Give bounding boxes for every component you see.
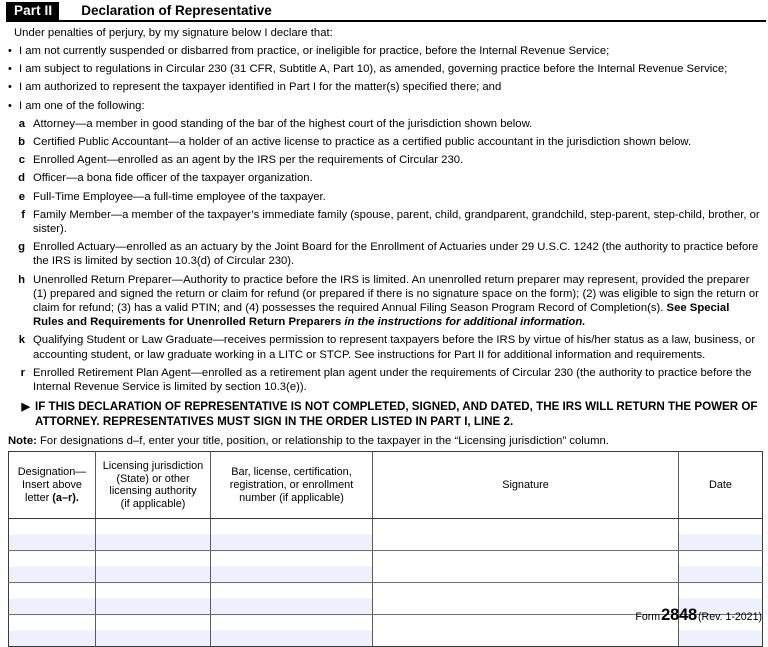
designation-text: Family Member—a member of the taxpayer’s immediate family (spouse, parent, child, grandparent, grandchild, step-parent, step-child, brother, or sister).: [33, 208, 760, 235]
declaration-section: [0, 22, 768, 451]
form-footer: [635, 608, 762, 624]
designation-letter: f: [21, 208, 25, 221]
cell-licensing-jurisdiction[interactable]: [96, 615, 211, 647]
arrow-right-icon: ▶: [21, 401, 30, 414]
designation-letter: k: [18, 334, 25, 347]
table-row: [9, 551, 763, 583]
page-title: Declaration of Representative: [81, 3, 272, 18]
designation-text: [33, 273, 762, 330]
bullet-icon: •: [8, 45, 12, 58]
part-badge: Part II: [6, 2, 59, 20]
cell-bar-license-number[interactable]: [211, 551, 373, 583]
note-label: Note:: [8, 435, 37, 448]
designation-letter: c: [18, 154, 25, 167]
cell-signature[interactable]: [373, 583, 679, 615]
designation-text: Qualifying Student or Law Graduate—receives permission to represent taxpayers before the IRS by virtue of his/her status as a law, business, or accounting student, or law graduate working in a LITC or STCP. See instructions for Part II for additional information and requirements.: [33, 334, 756, 361]
form-label: Form: [635, 611, 661, 623]
declaration-bullet-text: I am authorized to represent the taxpayer identified in Part I for the matter(s) specified there; and: [19, 81, 502, 94]
cell-signature[interactable]: [373, 519, 679, 551]
designation-item-h: [8, 271, 762, 332]
declaration-intro: Under penalties of perjury, by my signature below I declare that:: [14, 27, 333, 39]
designation-text: Certified Public Accountant—a holder of an active license to practice as a certified public accountant in the jurisdiction shown below.: [33, 135, 692, 148]
designation-text: Enrolled Retirement Plan Agent—enrolled as a retirement plan agent under the requirements of Circular 230 (the authority to practice before the Internal Revenue Service is limited by section 10.3(e)).: [33, 366, 752, 393]
designation-text: Full-Time Employee—a full-time employee of the taxpayer.: [33, 190, 326, 203]
table-row: [9, 519, 763, 551]
designation-item-d: [8, 169, 762, 187]
declaration-bullet-text: I am one of the following:: [19, 99, 145, 112]
designation-letter: g: [18, 241, 25, 254]
cell-bar-license-number[interactable]: [211, 615, 373, 647]
designation-letter: h: [18, 273, 25, 286]
designation-header-line3-plain: letter: [25, 491, 53, 504]
table-header-row: [9, 452, 763, 519]
cell-licensing-jurisdiction[interactable]: [96, 519, 211, 551]
licensing-header-line4: (if applicable): [120, 497, 186, 510]
cell-designation[interactable]: [9, 615, 96, 647]
designation-item-g: [8, 238, 762, 270]
cell-date[interactable]: [679, 551, 763, 583]
designation-item-e: [8, 188, 762, 206]
designation-item-r: [8, 364, 762, 396]
note-text: For designations d–f, enter your title, position, or relationship to the taxpayer in the “Licensing jurisdiction” column.: [36, 435, 609, 448]
bar-header-line1: Bar, license, certification,: [231, 466, 352, 479]
declaration-bullet-text: I am not currently suspended or disbarred from practice, or ineligible for practice, before the Internal Revenue Service;: [19, 45, 610, 58]
column-header-bar-license-number: [211, 452, 373, 519]
cell-designation[interactable]: [9, 583, 96, 615]
declaration-bullet-text: I am subject to regulations in Circular 230 (31 CFR, Subtitle A, Part 10), as amended, governing practice before the Internal Revenue Service;: [19, 63, 728, 76]
bullet-icon: •: [8, 63, 12, 76]
designation-letter: b: [18, 135, 25, 148]
designation-header-line2: Insert above: [22, 478, 82, 491]
cell-designation[interactable]: [9, 519, 96, 551]
designation-text: Attorney—a member in good standing of the bar of the highest court of the jurisdiction shown below.: [33, 117, 533, 130]
designation-header-line1: Designation—: [17, 466, 87, 479]
designation-text-plain: Unenrolled Return Preparer—Authority to practice before the IRS is limited. An unenrolled return preparer may represent, provided the preparer (1) prepared and signed the return or claim for refund (or prepared if there is no signature space on the form); (2) was eligible to sign the return or claim for refund; (3) has a valid PTIN; and (4) possesses the required Annual Filing Season Program Record of Completion(s).: [33, 273, 759, 314]
declaration-note: [8, 431, 762, 451]
designation-item-k: [8, 331, 762, 363]
bullet-icon: •: [8, 81, 12, 94]
cell-signature[interactable]: [373, 615, 679, 647]
declaration-bullet: [8, 42, 762, 60]
cell-designation[interactable]: [9, 551, 96, 583]
column-header-signature: Signature: [373, 452, 679, 519]
cell-bar-license-number[interactable]: [211, 519, 373, 551]
designation-letter: d: [18, 172, 25, 185]
designation-text: Enrolled Actuary—enrolled as an actuary by the Joint Board for the Enrollment of Actuaries under 29 U.S.C. 1242 (the authority to practice before the IRS is limited by section 10.3(d) of Circular 230).: [33, 241, 759, 268]
designation-header-line3-bold: (a–r).: [52, 491, 79, 504]
declaration-bullet: [8, 78, 762, 96]
column-header-designation: [9, 452, 96, 519]
licensing-header-line2: (State) or other: [116, 472, 190, 485]
licensing-header-line1: Licensing jurisdiction: [102, 460, 204, 473]
designation-text: Enrolled Agent—enrolled as an agent by the IRS per the requirements of Circular 230.: [33, 154, 464, 167]
declaration-bullet: [8, 97, 762, 115]
declaration-bullet: [8, 60, 762, 78]
cell-signature[interactable]: [373, 551, 679, 583]
designation-item-a: [8, 115, 762, 133]
cell-licensing-jurisdiction[interactable]: [96, 583, 211, 615]
column-header-licensing-jurisdiction: [96, 452, 211, 519]
designation-text-bold: See Special Rules and Requirements for Unenrolled Return Preparers: [33, 301, 730, 329]
designation-header-line3: [12, 492, 92, 505]
licensing-header-line3: licensing authority: [109, 485, 197, 498]
cell-bar-license-number[interactable]: [211, 583, 373, 615]
designation-text: Officer—a bona fide officer of the taxpayer organization.: [33, 172, 313, 185]
designation-item-b: [8, 133, 762, 151]
bullet-icon: •: [8, 99, 12, 112]
designation-item-c: [8, 151, 762, 169]
column-header-date: Date: [679, 452, 763, 519]
cell-date[interactable]: [679, 519, 763, 551]
bar-header-line2: registration, or enrollment: [229, 478, 354, 491]
bar-header-line3: number (if applicable): [239, 491, 344, 504]
designation-letter: r: [20, 366, 25, 379]
form-revision: (Rev. 1-2021): [698, 611, 762, 623]
designation-letter: e: [18, 190, 25, 203]
form-number: 2848: [661, 606, 698, 624]
designation-letter: a: [18, 117, 25, 130]
designation-text-bold-italic: in the instructions for additional information.: [344, 316, 586, 329]
designation-item-f: [8, 206, 762, 238]
cell-licensing-jurisdiction[interactable]: [96, 551, 211, 583]
declaration-warning: [8, 396, 762, 431]
declaration-warning-text: IF THIS DECLARATION OF REPRESENTATIVE IS NOT COMPLETED, SIGNED, AND DATED, THE IRS WILL RETURN THE POWER OF ATTORNEY. REPRESENTATIVES MUST SIGN IN THE ORDER LISTED IN PART I, LINE 2.: [35, 400, 758, 428]
part-header: [6, 2, 766, 22]
